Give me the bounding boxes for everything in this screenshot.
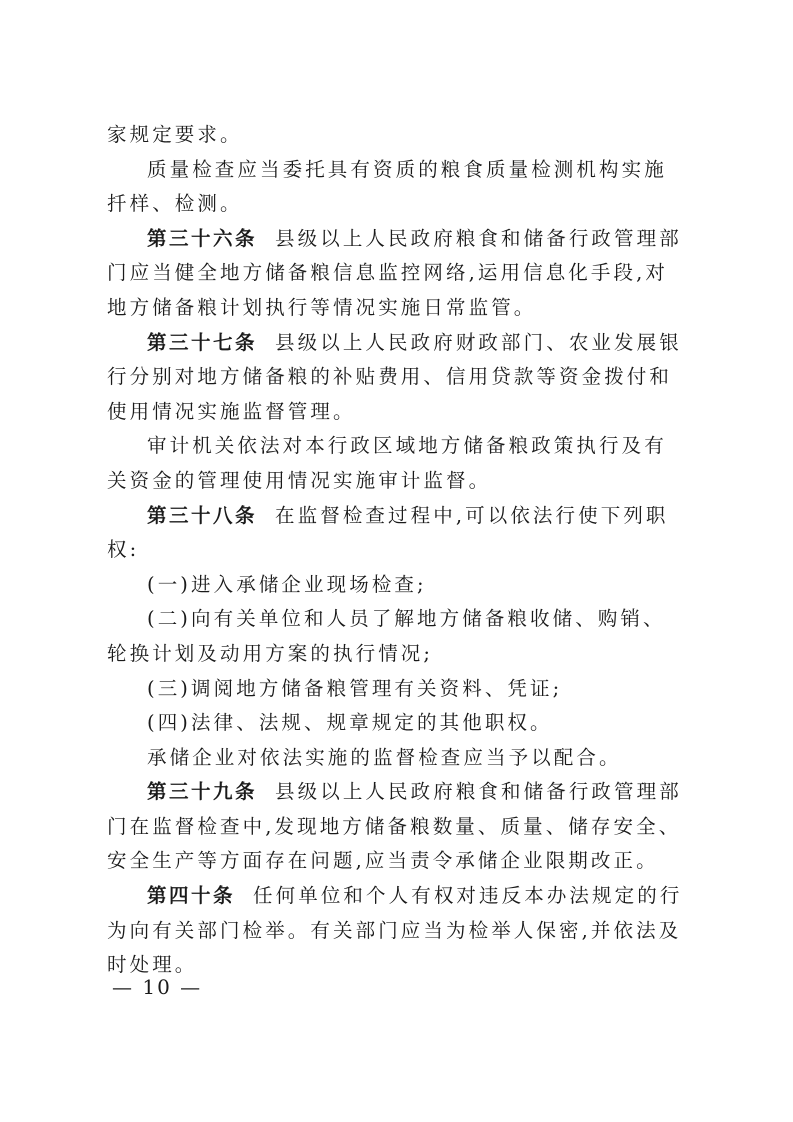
paragraph-p2 (107, 153, 687, 222)
page-number: — 10 — (112, 975, 203, 999)
paragraph-text: 审计机关依法对本行政区域地方储备粮政策执行及有关资金的管理使用情况实施审计监督。 (107, 434, 667, 492)
paragraph-text: (三)调阅地方储备粮管理有关资料、凭证; (147, 676, 563, 700)
document-body (107, 118, 687, 983)
article-label: 第三十六条 (147, 226, 258, 250)
paragraph-p5 (107, 429, 687, 498)
paragraph-p9 (107, 672, 687, 707)
paragraph-p11 (107, 741, 687, 776)
paragraph-text: 县级以上人民政府粮食和储备行政管理部门应当健全地方储备粮信息监控网络,运用信息化手段,对地方储备粮计划执行等情况实施日常监管。 (107, 226, 682, 319)
paragraph-p3 (107, 222, 687, 326)
article-label: 第三十七条 (147, 330, 258, 354)
paragraph-text: (四)法律、法规、规章规定的其他职权。 (147, 711, 553, 735)
paragraph-p10 (107, 706, 687, 741)
paragraph-p6 (107, 499, 687, 568)
paragraph-text: 家规定要求。 (107, 123, 243, 146)
paragraph-p13 (107, 879, 687, 983)
paragraph-p8 (107, 602, 687, 671)
paragraph-text: 承储企业对依法实施的监督检查应当予以配合。 (147, 745, 622, 769)
paragraph-p7 (107, 568, 687, 603)
paragraph-text: 县级以上人民政府财政部门、农业发展银行分别对地方储备粮的补贴费用、信用贷款等资金拨付和使用情况实施监督管理。 (107, 330, 682, 423)
paragraph-text: (一)进入承储企业现场检查; (147, 572, 427, 596)
article-label: 第三十九条 (147, 780, 258, 804)
paragraph-text: 在监督检查过程中,可以依法行使下列职权: (107, 503, 669, 562)
paragraph-p4 (107, 326, 687, 430)
paragraph-p12 (107, 775, 687, 879)
article-label: 第三十八条 (147, 503, 258, 527)
paragraph-text: 质量检查应当委托具有资质的粮食质量检测机构实施扦样、检测。 (107, 157, 667, 216)
paragraph-p1 (107, 118, 687, 153)
article-label: 第四十条 (147, 884, 236, 908)
paragraph-text: 任何单位和个人有权对违反本办法规定的行为向有关部门检举。有关部门应当为检举人保密,并依法及时处理。 (107, 884, 683, 977)
paragraph-text: (二)向有关单位和人员了解地方储备粮收储、购销、轮换计划及动用方案的执行情况; (107, 607, 666, 665)
paragraph-text: 县级以上人民政府粮食和储备行政管理部门在监督检查中,发现地方储备粮数量、质量、储存安全、安全生产等方面存在问题,应当责令承储企业限期改正。 (107, 780, 682, 873)
